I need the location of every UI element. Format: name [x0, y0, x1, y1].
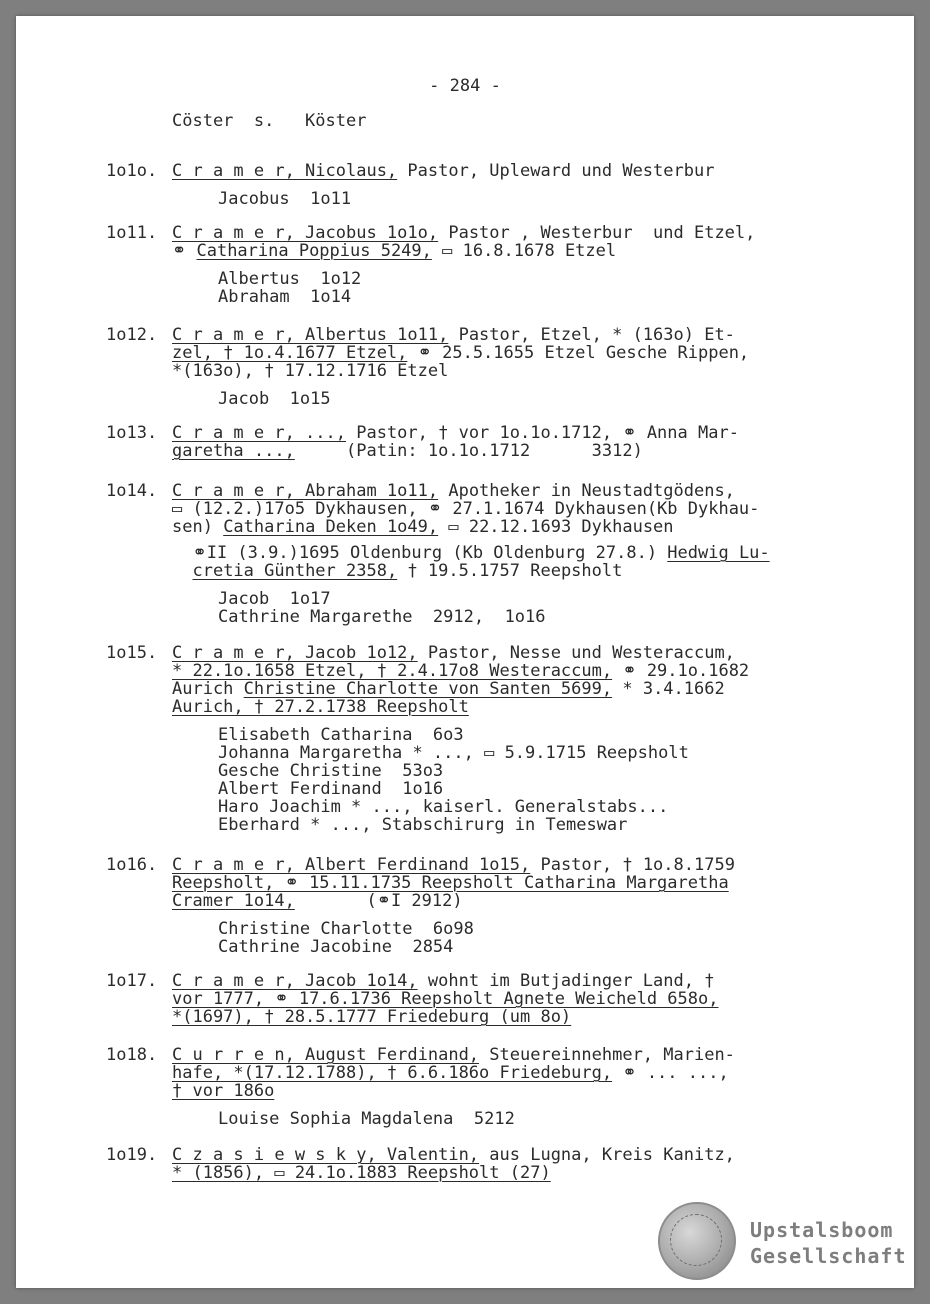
entry-line-suffix: ⚭ 29.1o.1682	[612, 661, 750, 681]
entry-line	[172, 482, 735, 500]
entry-number: 1o14.	[106, 481, 158, 501]
entry-line	[172, 242, 616, 260]
entry-line-suffix: ▭ (12.2.)17o5 Dykhausen, ⚭ 27.1.1674 Dykhausen(Kb Dykhau-	[172, 499, 760, 519]
entry-line-suffix: Pastor, Etzel, * (163o) Et-	[448, 325, 735, 345]
child-entry: Jacob 1o17	[218, 589, 331, 609]
entry-line-prefix	[172, 561, 192, 581]
child-entry: Albert Ferdinand 1o16	[218, 779, 444, 799]
entry-line-suffix: Pastor, Upleward und Westerbur	[397, 161, 715, 181]
entry-line-suffix: Steuereinnehmer, Marien-	[479, 1045, 735, 1065]
entry-line	[172, 326, 735, 344]
entry-line	[172, 518, 674, 536]
child-entry: Louise Sophia Magdalena 5212	[218, 1109, 515, 1129]
entry-line-underlined: C r a m e r, Albert Ferdinand 1o15,	[172, 855, 531, 875]
entry-line	[172, 698, 469, 716]
entry-line-suffix: wohnt im Butjadinger Land, †	[417, 971, 715, 991]
child-entry: Elisabeth Catharina 6o3	[218, 725, 464, 745]
entry-line-suffix: *(163o), † 17.12.1716 Etzel	[172, 361, 449, 381]
entry-line-underlined: hafe, *(17.12.1788), † 6.6.186o Friedeburg,	[172, 1063, 613, 1083]
header-line: Cöster s. Köster	[172, 111, 367, 131]
entry-line-underlined: Aurich, † 27.2.1738 Reepsholt	[172, 697, 469, 717]
entry-line-suffix: Pastor, Nesse und Westeraccum,	[417, 643, 735, 663]
entry-line	[172, 424, 739, 442]
entry-line-underlined: Christine Charlotte von Santen 5699,	[243, 679, 613, 699]
entry-line-suffix: (⚭I 2912)	[294, 891, 463, 911]
entry-line	[172, 500, 759, 518]
entry-line-underlined: C r a m e r, Nicolaus,	[172, 161, 398, 181]
entry-line-suffix: aus Lugna, Kreis Kanitz,	[479, 1145, 735, 1165]
entry-line	[172, 662, 749, 680]
entry-line	[172, 442, 643, 460]
entry-number: 1o18.	[106, 1045, 158, 1065]
child-entry: Gesche Christine 53o3	[218, 761, 444, 781]
entry-line-underlined: C r a m e r, Jacobus 1o1o,	[172, 223, 439, 243]
entry-line-prefix: ⚭II (3.9.)1695 Oldenburg (Kb Oldenburg 27.8.)	[172, 543, 668, 563]
entry-number: 1o12.	[106, 325, 158, 345]
entry-number: 1o13.	[106, 423, 158, 443]
child-entry: Jacob 1o15	[218, 389, 331, 409]
entry-line-suffix: Pastor, † vor 1o.1o.1712, ⚭ Anna Mar-	[346, 423, 739, 443]
entry-line-suffix: † 19.5.1757 Reepsholt	[397, 561, 623, 581]
entry-line	[172, 224, 755, 242]
entry-line-underlined: C r a m e r, Jacob 1o12,	[172, 643, 418, 663]
entry-line	[172, 562, 622, 580]
entry-line	[172, 892, 463, 910]
entry-line-suffix: Apotheker in Neustadtgödens,	[438, 481, 735, 501]
entry-line-underlined: C r a m e r, Albertus 1o11,	[172, 325, 449, 345]
page-number: - 284 -	[429, 76, 501, 96]
entry-number: 1o19.	[106, 1145, 158, 1165]
entry-line-underlined: C z a s i e w s k y, Valentin,	[172, 1145, 480, 1165]
child-entry: Christine Charlotte 6o98	[218, 919, 474, 939]
entry-line	[172, 1046, 735, 1064]
entry-line	[172, 644, 735, 662]
entry-line-underlined: cretia Günther 2358,	[192, 561, 398, 581]
child-entry: Haro Joachim * ..., kaiserl. Generalstabs...	[218, 797, 669, 817]
entry-line	[172, 874, 729, 892]
entry-line-underlined: *(1697), † 28.5.1777 Friedeburg (um 8o)	[172, 1007, 572, 1027]
entry-line-underlined: Reepsholt, ⚭ 15.11.1735 Reepsholt Catharina Margaretha	[172, 873, 729, 893]
entry-line-suffix: ⚭ ... ...,	[612, 1063, 729, 1083]
entry-line	[172, 1146, 735, 1164]
entry-line-underlined: Catharina Deken 1o49,	[223, 517, 439, 537]
child-entry: Jacobus 1o11	[218, 189, 352, 209]
entry-line-underlined: * (1856), ▭ 24.1o.1883 Reepsholt (27)	[172, 1163, 551, 1183]
society-seal-icon	[658, 1202, 736, 1280]
entry-line-underlined: C u r r e n, August Ferdinand,	[172, 1045, 480, 1065]
entry-line	[172, 1064, 729, 1082]
entry-line-underlined: Catharina Poppius 5249,	[196, 241, 432, 261]
entry-line-suffix: ⚭ 25.5.1655 Etzel Gesche Rippen,	[407, 343, 750, 363]
entry-line-prefix: sen)	[172, 517, 224, 537]
entry-number: 1o11.	[106, 223, 158, 243]
entry-line-underlined: C r a m e r, Jacob 1o14,	[172, 971, 418, 991]
entry-number: 1o17.	[106, 971, 158, 991]
entry-line-suffix: * 3.4.1662	[612, 679, 725, 699]
entry-line	[172, 680, 725, 698]
entry-line	[172, 1164, 551, 1182]
child-entry: Cathrine Margarethe 2912, 1o16	[218, 607, 546, 627]
entry-line	[172, 972, 714, 990]
entry-line-underlined: vor 1777, ⚭ 17.6.1736 Reepsholt Agnete Weicheld 658o,	[172, 989, 719, 1009]
entry-line-underlined: * 22.1o.1658 Etzel, † 2.4.17o8 Westeraccum,	[172, 661, 613, 681]
entry-line-prefix: Aurich	[172, 679, 244, 699]
entry-line-underlined: zel, † 1o.4.1677 Etzel,	[172, 343, 408, 363]
entry-line	[172, 162, 714, 180]
child-entry: Albertus 1o12	[218, 269, 362, 289]
entry-line	[172, 544, 770, 562]
child-entry: Johanna Margaretha * ..., ▭ 5.9.1715 Reepsholt	[218, 743, 689, 763]
entry-line-underlined: C r a m e r, Abraham 1o11,	[172, 481, 439, 501]
child-entry: Cathrine Jacobine 2854	[218, 937, 454, 957]
entry-number: 1o16.	[106, 855, 158, 875]
document-page	[16, 16, 914, 1288]
entry-line-suffix: Pastor, † 1o.8.1759	[530, 855, 735, 875]
child-entry: Abraham 1o14	[218, 287, 352, 307]
entry-line	[172, 1082, 274, 1100]
logo-line-2: Gesellschaft	[750, 1244, 907, 1268]
entry-line-prefix: ⚭	[172, 241, 197, 261]
entry-line-suffix: Pastor , Westerbur und Etzel,	[438, 223, 756, 243]
entry-number: 1o15.	[106, 643, 158, 663]
entry-line	[172, 344, 749, 362]
entry-line-suffix: ▭ 22.12.1693 Dykhausen	[438, 517, 674, 537]
entry-line-suffix: ▭ 16.8.1678 Etzel	[431, 241, 617, 261]
entry-line	[172, 856, 735, 874]
entry-line-suffix: (Patin: 1o.1o.1712 3312)	[294, 441, 643, 461]
entry-line	[172, 362, 448, 380]
entry-line-underlined: Hedwig Lu-	[667, 543, 770, 563]
entry-line-underlined: C r a m e r, ...,	[172, 423, 346, 443]
child-entry: Eberhard * ..., Stabschirurg in Temeswar	[218, 815, 628, 835]
entry-line-underlined: Cramer 1o14,	[172, 891, 295, 911]
entry-line	[172, 990, 718, 1008]
entry-line-underlined: † vor 186o	[172, 1081, 275, 1101]
entry-line-underlined: garetha ...,	[172, 441, 295, 461]
logo-line-1: Upstalsboom	[750, 1218, 894, 1242]
entry-line	[172, 1008, 571, 1026]
entry-number: 1o1o.	[106, 161, 158, 181]
